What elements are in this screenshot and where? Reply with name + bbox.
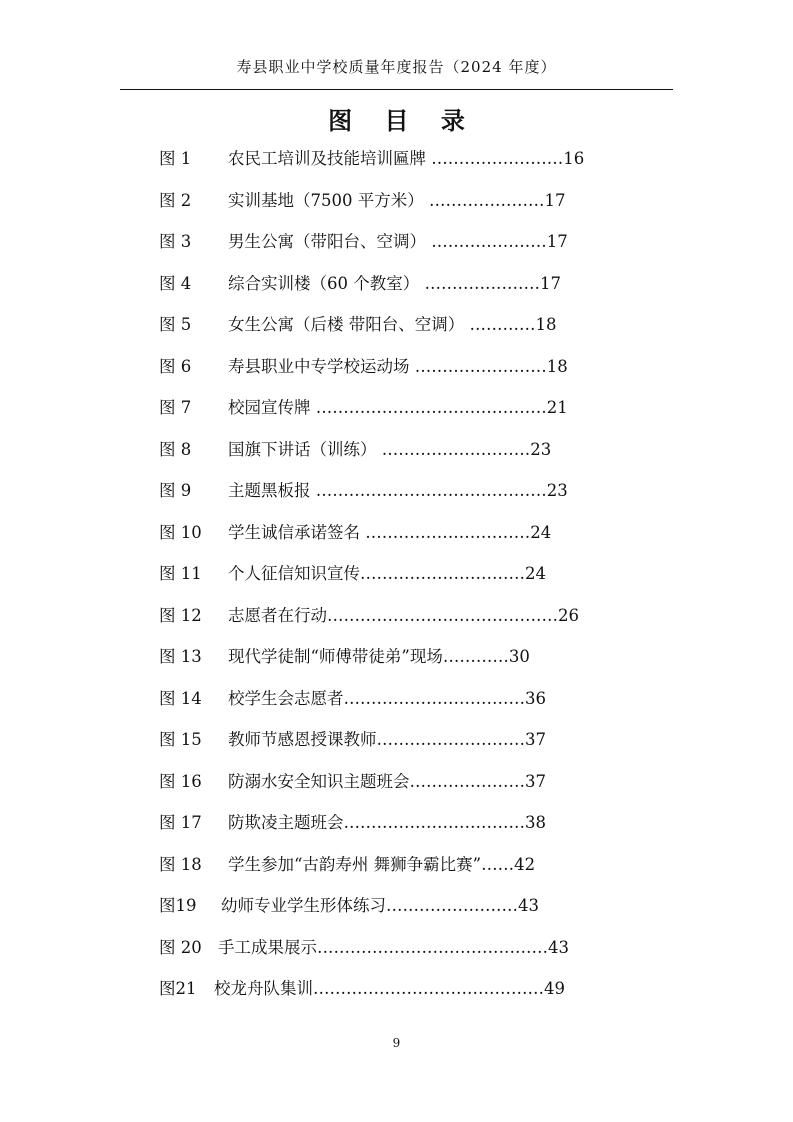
toc-entry-text: 校园宣传牌 ……………………………………21 (228, 398, 568, 417)
toc-row[interactable] (159, 271, 629, 313)
toc-row[interactable] (159, 354, 629, 396)
toc-row[interactable] (159, 603, 629, 645)
toc-figure-label: 图 18 (159, 854, 202, 874)
toc-row[interactable] (159, 935, 629, 977)
toc-row[interactable] (159, 312, 629, 354)
toc-entry-text: 学生诚信承诺签名 …………………………24 (228, 522, 552, 542)
toc-row[interactable] (159, 769, 629, 811)
toc-row[interactable] (159, 976, 629, 1018)
toc-figure-label: 图 10 (159, 522, 202, 542)
toc-entry-text: 主题黑板报 ……………………………………23 (228, 481, 568, 500)
toc-entry-text: 国旗下讲话（训练） ………………………23 (228, 439, 552, 459)
toc-entry-text: 志愿者在行动……………………………………26 (228, 605, 579, 625)
toc-entry-text: 女生公寓（后楼 带阳台、空调） …………18 (228, 315, 557, 334)
toc-figure-label: 图 1 (159, 149, 192, 168)
toc-row[interactable] (159, 561, 629, 603)
toc-row[interactable] (159, 852, 629, 894)
toc-entry-text: 学生参加“古韵寿州 舞狮争霸比赛”……42 (228, 854, 536, 874)
toc-figure-label: 图 20 (159, 937, 202, 957)
toc-row[interactable] (159, 437, 629, 479)
toc-figure-label: 图 12 (159, 605, 202, 625)
toc-row[interactable] (159, 146, 629, 188)
toc-entry-text: 实训基地（7500 平方米） …………………17 (228, 190, 566, 210)
toc-figure-label: 图 16 (159, 771, 202, 791)
toc-figure-label: 图 14 (159, 688, 202, 708)
toc-entry-text: 校学生会志愿者……………………………36 (228, 688, 546, 708)
toc-entry-text: 男生公寓（带阳台、空调） …………………17 (228, 232, 568, 251)
toc-figure-label: 图 9 (159, 481, 192, 500)
toc-row[interactable] (159, 727, 629, 769)
toc-row[interactable] (159, 686, 629, 728)
toc-entry-text: 教师节感恩授课教师………………………37 (228, 730, 546, 749)
toc-figure-label: 图 6 (159, 356, 192, 376)
toc-row[interactable] (159, 520, 629, 562)
toc-figure-label: 图 7 (159, 398, 192, 417)
page-title: 图 目 录 (328, 106, 477, 135)
toc-entry-text: 校龙舟队集训……………………………………49 (214, 979, 565, 998)
toc-figure-label: 图 13 (159, 647, 202, 666)
toc-figure-label: 图 17 (159, 813, 202, 832)
page-number: 9 (392, 1036, 401, 1050)
toc-figure-label: 图 4 (159, 273, 192, 293)
toc-entry-text: 农民工培训及技能培训匾牌 ……………………16 (228, 149, 585, 168)
toc-figure-label: 图19 (159, 896, 197, 915)
toc-entry-text: 个人征信知识宣传…………………………24 (228, 564, 546, 583)
toc-figure-label: 图 5 (159, 315, 192, 334)
header-rule (120, 89, 673, 90)
toc-figure-label: 图 3 (159, 232, 192, 251)
toc-list (159, 146, 629, 1018)
toc-figure-label: 图 15 (159, 730, 202, 749)
toc-entry-text: 防溺水安全知识主题班会…………………37 (228, 771, 546, 791)
toc-row[interactable] (159, 229, 629, 271)
toc-figure-label: 图21 (159, 979, 197, 998)
running-header: 寿县职业中学校质量年度报告（2024 年度） (236, 58, 557, 76)
toc-figure-label: 图 8 (159, 439, 192, 459)
toc-row[interactable] (159, 644, 629, 686)
toc-figure-label: 图 11 (159, 564, 202, 583)
toc-entry-text: 手工成果展示……………………………………43 (218, 937, 569, 957)
toc-row[interactable] (159, 188, 629, 230)
toc-row[interactable] (159, 810, 629, 852)
toc-entry-text: 综合实训楼（60 个教室） …………………17 (228, 273, 561, 293)
toc-entry-text: 防欺凌主题班会……………………………38 (228, 813, 546, 832)
toc-row[interactable] (159, 478, 629, 520)
toc-row[interactable] (159, 893, 629, 935)
toc-figure-label: 图 2 (159, 190, 192, 210)
toc-entry-text: 现代学徒制“师傅带徒弟”现场…………30 (228, 647, 530, 666)
toc-row[interactable] (159, 395, 629, 437)
toc-entry-text: 寿县职业中专学校运动场 ……………………18 (228, 356, 568, 376)
toc-entry-text: 幼师专业学生形体练习……………………43 (221, 896, 539, 915)
